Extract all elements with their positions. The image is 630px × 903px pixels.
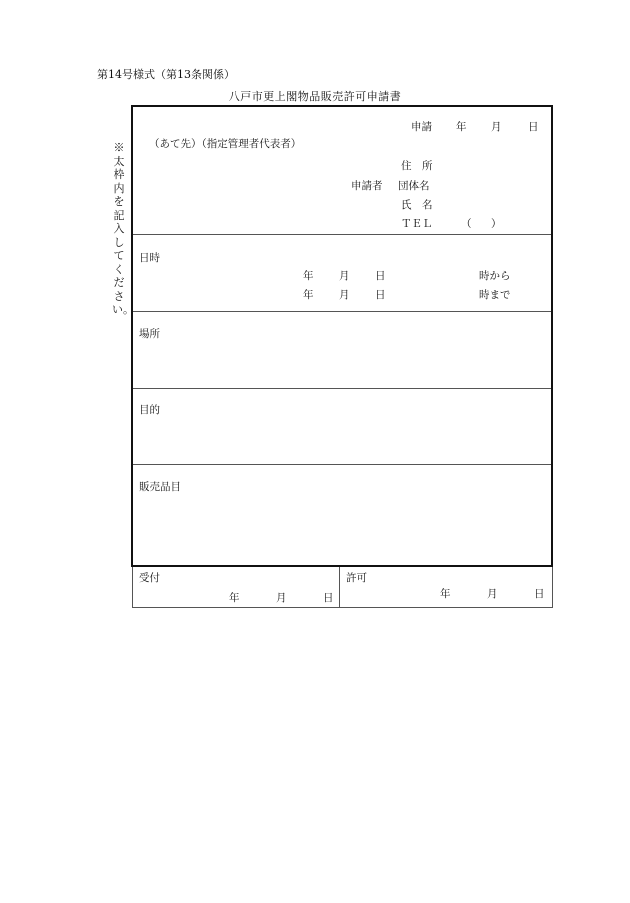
permit-label: 許可 [346, 572, 367, 584]
permit-year: 年 [440, 588, 451, 600]
tel-paren-close: ） [491, 218, 502, 230]
start-time-label: 時から [479, 270, 511, 282]
datetime-label: 日時 [139, 252, 160, 264]
place-label: 場所 [139, 328, 160, 340]
name-label: 氏 名 [401, 199, 433, 211]
purpose-label: 目的 [139, 404, 160, 416]
divider-place [133, 311, 551, 312]
addressee-line: （あて先）（指定管理者代表者） [149, 138, 302, 150]
sales-items-label: 販売品目 [139, 481, 181, 493]
document-title: 八戸市更上閣物品販売許可申請書 [228, 90, 402, 103]
start-year: 年 [303, 270, 314, 282]
permit-month: 月 [487, 588, 498, 600]
tel-paren-open: （ [461, 218, 472, 230]
application-day: 日 [528, 121, 539, 133]
received-year: 年 [229, 592, 240, 604]
end-month: 月 [339, 289, 350, 301]
divider-purpose [133, 388, 551, 389]
form-number: 第14号様式（第13条関係） [97, 68, 235, 81]
received-month: 月 [276, 592, 287, 604]
application-form-box [131, 105, 553, 567]
organization-name-label: 団体名 [398, 180, 430, 192]
office-column-divider [339, 567, 340, 607]
address-label: 住 所 [401, 160, 433, 172]
end-time-label: 時まで [479, 289, 511, 301]
permit-day: 日 [534, 588, 545, 600]
start-month: 月 [339, 270, 350, 282]
end-day: 日 [375, 289, 386, 301]
divider-items [133, 464, 551, 465]
applicant-label: 申請者 [351, 180, 383, 192]
received-day: 日 [323, 592, 334, 604]
end-year: 年 [303, 289, 314, 301]
application-month: 月 [491, 121, 502, 133]
received-label: 受付 [139, 572, 160, 584]
divider-datetime [133, 234, 551, 235]
application-date-label: 申請 [411, 121, 432, 133]
tel-label: ＴＥＬ [401, 218, 433, 230]
start-day: 日 [375, 270, 386, 282]
application-year: 年 [456, 121, 467, 133]
office-use-box [132, 567, 553, 608]
side-instruction-note: ※太枠内を記入してください。 [112, 141, 134, 316]
